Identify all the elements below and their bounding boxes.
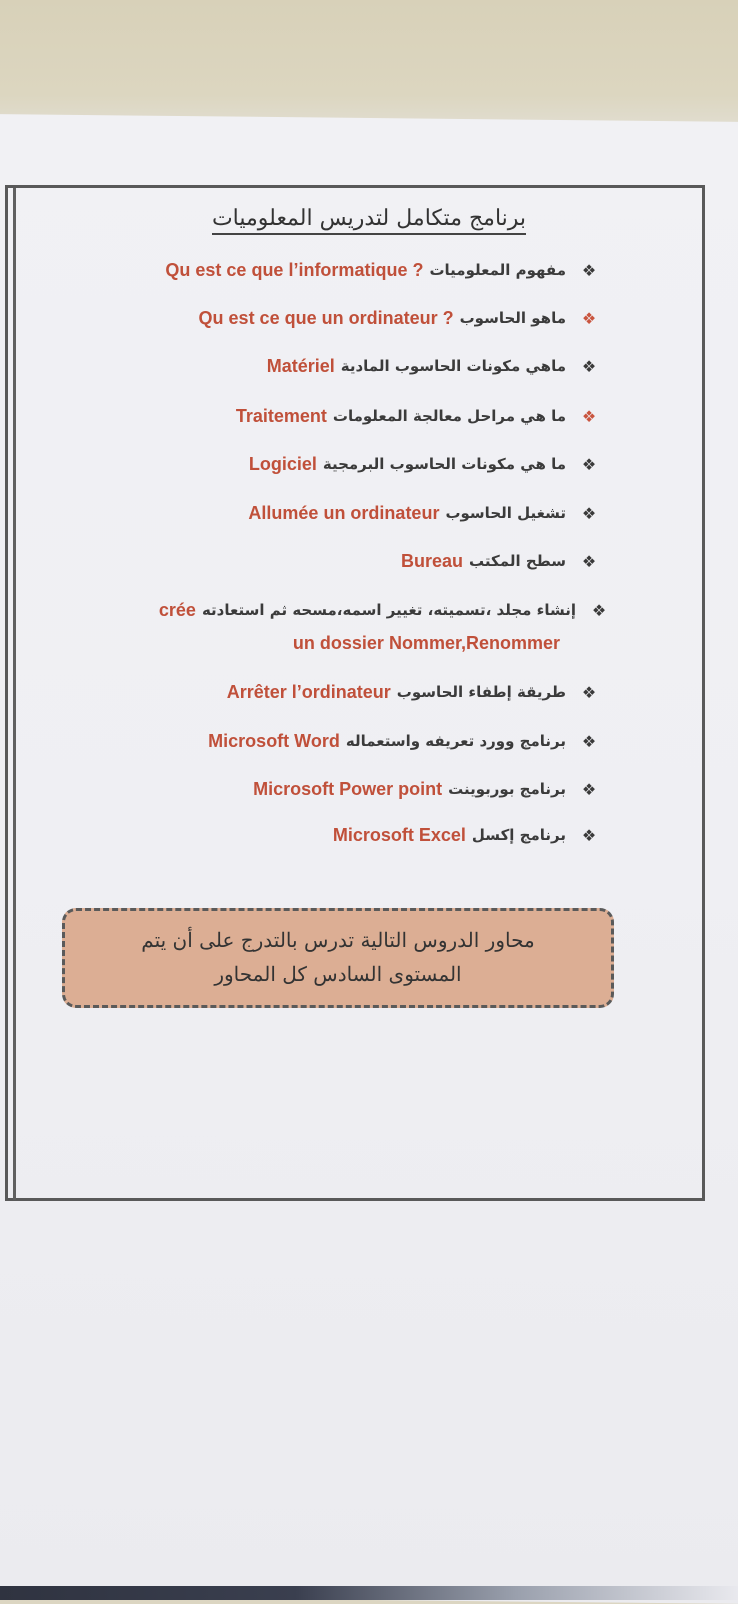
bullet-icon: ❖ [581, 503, 597, 523]
list-item [227, 677, 598, 707]
list-item [248, 498, 598, 528]
note-line-1: محاور الدروس التالية تدرس بالتدرج على أن يتم [141, 928, 535, 952]
list-item-arabic: مفهوم المعلوميات [429, 261, 566, 279]
list-item [165, 255, 598, 285]
page-border-inner [13, 188, 16, 1200]
list-item-french: crée [158, 599, 196, 620]
bullet-icon: ❖ [581, 551, 597, 571]
list-item-french: Allumée un ordinateur [248, 502, 440, 523]
list-item [267, 351, 598, 381]
list-item [333, 820, 598, 850]
list-item [199, 303, 598, 333]
list-item-french: Matériel [266, 355, 335, 376]
list-item-arabic: تشغيل الحاسوب [445, 504, 566, 522]
note-line-2: المستوى السادس كل المحاور [214, 962, 462, 986]
bullet-icon: ❖ [591, 600, 607, 620]
photo-bottom-edge [0, 1586, 738, 1600]
bullet-icon: ❖ [581, 731, 597, 751]
list-item-french: Bureau [401, 550, 464, 571]
list-item [401, 546, 598, 576]
list-item-arabic: برنامج وورد تعريفه واستعماله [345, 732, 566, 750]
bullet-icon: ❖ [581, 682, 597, 702]
bullet-icon: ❖ [581, 356, 597, 376]
bullet-icon: ❖ [581, 779, 597, 799]
list-item-arabic: ماهي مكونات الحاسوب المادية [340, 357, 566, 375]
list-item-continuation: un dossier Nommer,Renommer [292, 633, 560, 653]
bullet-icon: ❖ [581, 406, 597, 426]
list-item-french: Traitement [235, 405, 327, 426]
list-item-arabic: برنامج إكسل [471, 826, 566, 844]
list-item [253, 774, 598, 804]
list-item [208, 726, 598, 756]
document-title [0, 206, 738, 231]
list-item-french: Arrêter l’ordinateur [226, 681, 391, 702]
list-item-french: Microsoft Word [208, 730, 340, 751]
bullet-icon: ❖ [581, 260, 597, 280]
list-item-arabic: سطح المكتب [469, 552, 566, 570]
list-item [159, 595, 608, 625]
list-item-arabic: ما هي مكونات الحاسوب البرمجية [322, 455, 566, 473]
list-item [249, 449, 598, 479]
bullet-icon: ❖ [581, 308, 597, 328]
list-item-arabic: إنشاء مجلد ،تسميته، تغيير اسمه،مسحه ثم استعادته [201, 601, 576, 619]
bullet-icon: ❖ [581, 454, 597, 474]
list-item-french: Qu est ce que un ordinateur ? [198, 307, 454, 328]
list-item-arabic: طريقة إطفاء الحاسوب [396, 683, 566, 701]
list-item-french: Microsoft Excel [332, 824, 466, 845]
list-item-arabic: ماهو الحاسوب [459, 309, 566, 327]
bullet-icon: ❖ [581, 825, 597, 845]
list-item-french: Microsoft Power point [253, 778, 443, 799]
list-item-french: Logiciel [248, 453, 317, 474]
list-item-arabic: ما هي مراحل معالجة المعلومات [332, 407, 566, 425]
list-item-french: Qu est ce que l’informatique ? [165, 259, 424, 280]
note-box [62, 908, 614, 1008]
list-item-arabic: برنامج بوربوينت [448, 780, 566, 798]
document-title-text: برنامج متكامل لتدريس المعلوميات [212, 206, 526, 235]
list-item [236, 401, 598, 431]
